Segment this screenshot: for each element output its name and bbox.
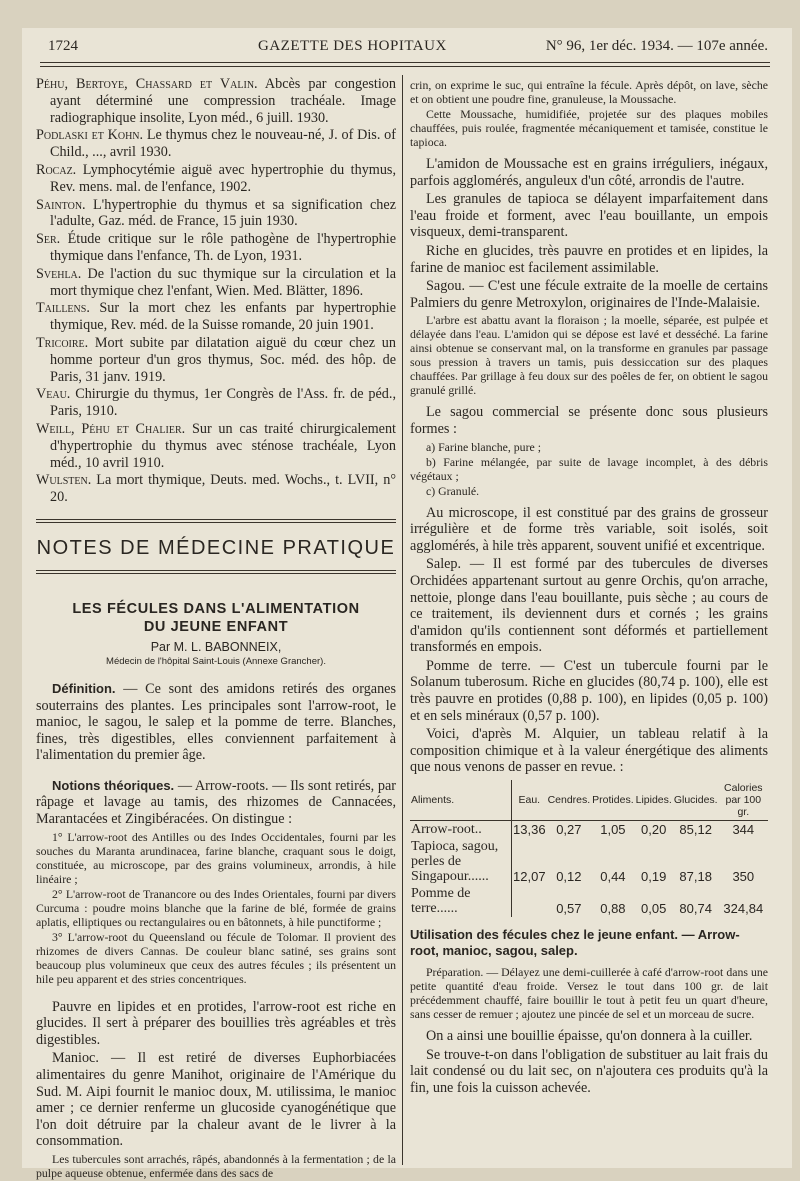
issue-info: N° 96, 1er déc. 1934. — 107e année. (545, 38, 768, 54)
sagou-form-a: a) Farine blanche, pure ; (426, 439, 541, 454)
table-header-row (410, 780, 768, 821)
tapioca-paragraph: Cette Moussache, humidifiée, projetée sur des plaques mobiles chauffées, puis roulée, fragmentée mécaniquement et tamisée, constitue le tapioca. (410, 107, 768, 149)
section-rule (36, 570, 396, 574)
page-header (48, 38, 768, 60)
moussache-paragraph: crin, on exprime le suc, qui entraîne la fécule. Après dépôt, on lave, sèche et on obtient une poudre fine, granuleuse, la Moussache. (410, 78, 768, 106)
table-header: Cendres. (547, 780, 592, 821)
table-header: Aliments. (410, 780, 512, 821)
page-number: 1724 (48, 38, 78, 54)
table-header: Calories par 100 gr. (719, 780, 768, 821)
utilisation-heading: Utilisation des fécules chez le jeune enfant. — Arrow-root, manioc, sagou, salep. (410, 927, 740, 959)
sagou-process-paragraph: L'arbre est abattu avant la floraison ; la moelle, séparée, est pulpée et délayée dans l'eau. L'amidon qui se dépose est lavé et desséché. La farine ainsi obtenue se conservant mal, on la transforme en granules par passage sous pression à travers un tamis, puis dessiccation sur des plaques chauffées. Par grillage à feu doux sur des poêles de fer, on obtient le sagou granulé grillé. (410, 313, 768, 398)
amidon-paragraph: L'amidon de Moussache est en grains irréguliers, inégaux, parfois agglomérés, anguleux d'un côté, arrondis de l'autre. (410, 156, 768, 189)
article-author: Par M. L. BABONNEIX, (150, 639, 282, 654)
table-header: Glucides. (673, 780, 719, 821)
definition-paragraph: Définition. — Ce sont des amidons retirés des organes souterrains des plantes. Les principales sont l'arrow-root, le manioc, le sagou, le salep et la pomme de terre. Blanches, fines, très digestibles, elles conviennent parfaitement à l'alimentation du premier âge. (36, 680, 396, 764)
manioc-summary: Riche en glucides, très pauvre en protides et en lipides, la farine de manioc est facilement assimilable. (410, 242, 768, 276)
manioc-paragraph: Manioc. — Il est retiré de diverses Euphorbiacées alimentaires du genre Manihot, originaire de l'Amérique du Sud. M. Aipi fournit le manioc doux, M. utilissima, le manioc amer ; ce dernier renferme un glucoside cyanogénétique que l'on doit détruire par la chaleur avant de le livrer à la consommation. (36, 1050, 396, 1150)
tubercules-paragraph: Les tubercules sont arrachés, râpés, abandonnés à la fermentation ; de la pulpe aqueuse obtenue, enfermée dans des sacs de (36, 1152, 396, 1181)
tableau-intro-paragraph: Voici, d'après M. Alquier, un tableau relatif à la composition chimique et à la valeur énergétique des aliments que nous venons de passer en revue. : (410, 726, 768, 776)
right-column (410, 78, 768, 1098)
sagou-forms-paragraph: Le sagou commercial se présente donc sous plusieurs formes : (410, 404, 768, 437)
journal-title: GAZETTE DES HOPITAUX (258, 38, 447, 54)
microscope-paragraph: Au microscope, il est constitué par des grains de grosseur irrégulière et de forme très variable, soit isolés, soit agglomérés, à hile très apparent, souvent unifié et excentrique. (410, 504, 768, 554)
article-title: LES FÉCULES DANS L'ALIMENTATION DU JEUNE ENFANT (72, 600, 360, 635)
substitution-paragraph: Se trouve-t-on dans l'obligation de substituer au lait frais du lait condensé ou du lait sec, on n'ajoutera ces produits qu'à la fin, une fois la cuisson achevée. (410, 1046, 768, 1096)
header-rule (40, 62, 770, 63)
header-rule-2 (40, 66, 770, 67)
table-header: Lipides. (635, 780, 673, 821)
reference-item: Ser. Étude critique sur le rôle pathogène de l'hypertrophie thymique dans l'enfance, Th. de Lyon, 1931. (36, 231, 396, 264)
reference-item: Tricoire. Mort subite par dilatation aiguë du cœur chez un homme porteur d'un gros thymus, Soc. méd. des hôp. de Paris, 31 janv. 1919. (36, 334, 396, 385)
reference-item: Péhu, Bertoye, Chassard et Valin. Abcès par congestion ayant déterminé une compression trachéale. Image radiographique insolite, Lyon méd., 6 juill. 1930. (36, 76, 396, 126)
arrowroot-item-1: 1° L'arrow-root des Antilles ou des Indes Occidentales, fourni par les souches du Maranta arundinacea, farine blanche, craquant sous le doigt, constituée, au microscope, par des grains volumineux, arrondis, à hile linéaire ; (36, 829, 396, 886)
reference-item: Svehla. De l'action du suc thymique sur la circulation et la mort thymique chez l'enfant, Wien. Med. Blätter, 1896. (36, 265, 396, 299)
bouillie-paragraph: On a ainsi une bouillie épaisse, qu'on donnera à la cuiller. (426, 1028, 753, 1045)
notions-paragraph: Notions théoriques. — Arrow-roots. — Ils sont retirés, par râpage et lavage au tamis, des rhizomes de Cannacées, Marantacées et Zingibéracées. On distingue : (36, 777, 396, 828)
table-row: Pomme de terre...... 0,57 0,88 0,05 80,74 324,84 (411, 886, 764, 917)
table-row: Arrow-root.. 13,36 0,27 1,05 0,20 85,12 344 (411, 822, 755, 838)
column-divider (402, 75, 403, 1165)
reference-list (36, 76, 396, 506)
table-header: Eau. (512, 780, 547, 821)
sagou-form-c: c) Granulé. (426, 483, 480, 498)
arrowroot-summary: Pauvre en lipides et en protides, l'arrow-root est riche en glucides. Il sert à préparer des bouillies très agréables et très digestibles. (36, 998, 396, 1048)
pomme-de-terre-paragraph: Pomme de terre. — C'est un tubercule fourni par le Solanum tuberosum. Riche en glucides (80,74 p. 100), elle est très pauvre en protides (0,88 p. 100), en lipides (0,05 p. 100) et en sels minéraux (0,57 p. 100). (410, 657, 768, 724)
sagou-form-b: b) Farine mélangée, par suite de lavage incomplet, à des débris végétaux ; (410, 454, 768, 483)
reference-item: Podlaski et Kohn. Le thymus chez le nouveau-né, J. of Dis. of Child., ..., avril 1930. (36, 127, 397, 161)
reference-item: Wulsten. La mort thymique, Deuts. med. Wochs., t. LVII, n° 20. (36, 472, 396, 506)
section-rule (36, 519, 396, 523)
reference-item: Sainton. L'hypertrophie du thymus et sa signification chez l'adulte, Gaz. méd. de France, 15 juin 1930. (36, 196, 396, 230)
salep-paragraph: Salep. — Il est formé par des tubercules de diverses Orchidées appartenant surtout au genre Orchis, qu'on arrache, nettoie, plonge dans l'eau bouillante, puis sèche ; au cours de ce traitement, ils deviennent durs et cornés ; les grains d'amidon qu'ils contiennent sont déformés et partiellement transformés en empois. (410, 556, 768, 656)
article-affiliation: Médecin de l'hôpital Saint-Louis (Annexe Grancher). (106, 655, 326, 667)
reference-item: Taillens. Sur la mort chez les enfants par hypertrophie thymique, Rev. méd. de la Suisse romande, 20 juin 1901. (36, 300, 396, 334)
preparation-paragraph: Préparation. — Délayez une demi-cuillerée à café d'arrow-root dans une petite quantité d'eau froide. Versez le tout dans 100 gr. de lait précédemment chauffé, faire bouillir le tout à petit feu un quart d'heure, sans cesser de remuer ; ajoutez une pincée de sel et un morceau de sucre. (410, 965, 768, 1022)
reference-item: Rocaz. Lymphocytémie aiguë avec hypertrophie du thymus, Rev. mens. mal. de l'enfance, 1902. (36, 161, 396, 195)
reference-item: Veau. Chirurgie du thymus, 1er Congrès de l'Ass. fr. de péd., Paris, 1910. (36, 386, 396, 420)
granules-paragraph: Les granules de tapioca se délayent imparfaitement dans l'eau froide et forment, avec l'eau bouillante, un empois visqueux, demi-transparent. (410, 191, 768, 241)
arrowroot-item-2: 2° L'arrow-root de Tranancore ou des Indes Orientales, fourni par divers Curcuma : poudre moins blanche que la farine de blé, formée de grains aplatis, elliptiques ou rectangulaires ou en bâtonnets, à hile punctiforme ; (36, 886, 396, 929)
table-row: Tapioca, sagou, perles de Singapour...... 12,07 0,12 0,44 0,19 87,18 350 (411, 839, 755, 885)
section-title: NOTES DE MÉDECINE PRATIQUE (36, 536, 396, 559)
table-header: Protides. (591, 780, 634, 821)
left-column (36, 76, 396, 1181)
composition-table (410, 780, 768, 917)
sagou-paragraph: Sagou. — C'est une fécule extraite de la moelle de certains Palmiers du genre Metroxylon, originaires de l'Inde-Malaisie. (410, 278, 768, 311)
arrowroot-item-3: 3° L'arrow-root du Queensland ou fécule de Tolomar. Il provient des rhizomes de divers Cannas. De couleur blanc satiné, ses grains sont beaucoup plus volumineux que ceux des autres fécules ; ils présentent un hile peu apparent et des stries concentriques. (36, 929, 396, 986)
reference-item: Weill, Péhu et Chalier. Sur un cas traité chirurgicalement d'hypertrophie du thymus avec sténose trachéale, Lyon méd., 10 avril 1910. (36, 420, 396, 471)
